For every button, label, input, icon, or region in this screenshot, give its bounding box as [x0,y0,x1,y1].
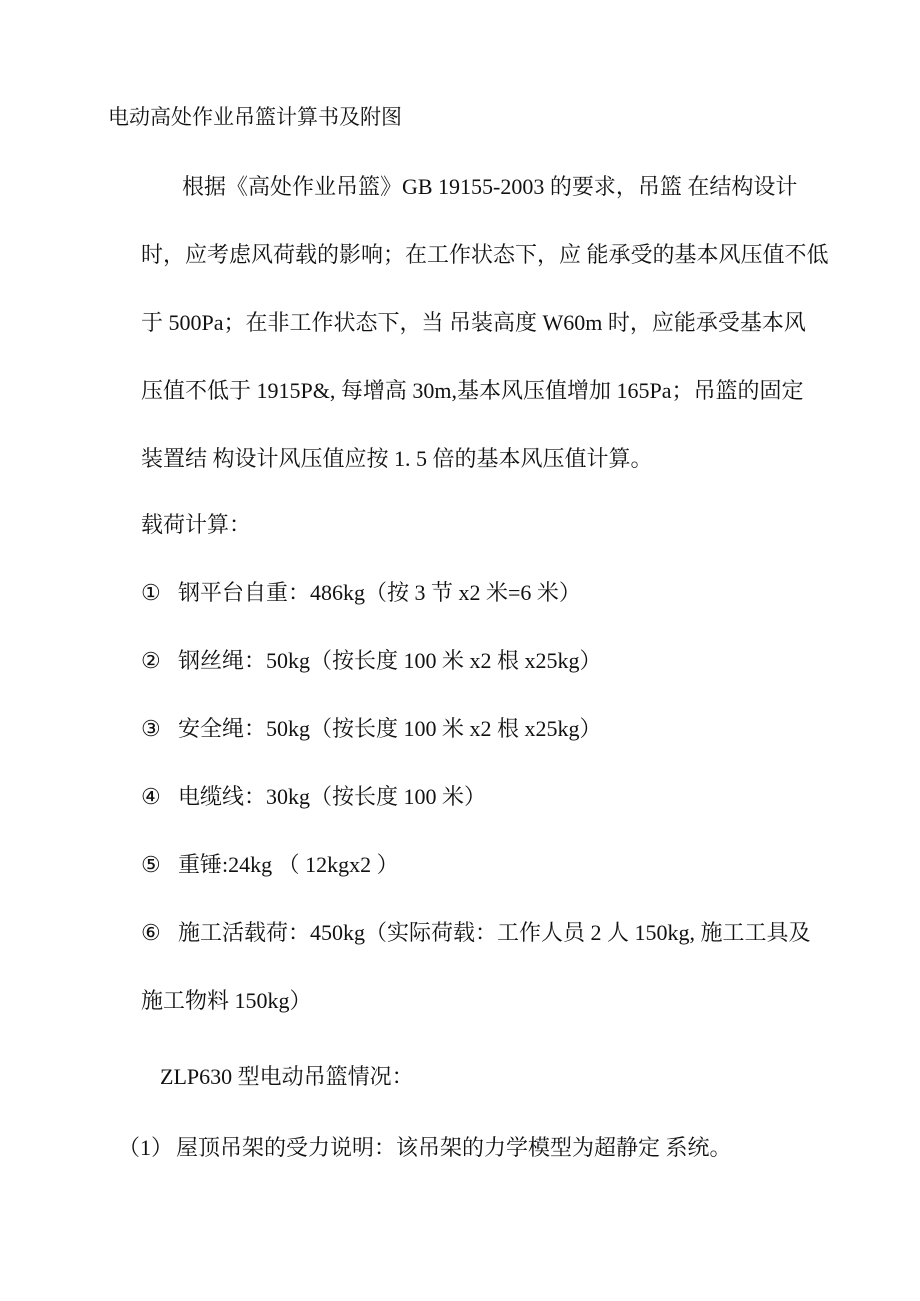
load-item-number: ② [141,648,161,673]
load-item-continuation: 施工物料 150kg） [141,988,312,1013]
load-item-text: 钢丝绳：50kg（按长度 100 米 x2 根 x25kg） [178,648,602,673]
step-item [118,1134,732,1162]
load-item [141,851,399,879]
load-item-text: 施工活载荷：450kg（实际荷载：工作人员 2 人 150kg, 施工工具及 [178,920,811,945]
load-item [141,783,486,811]
load-item [141,715,602,743]
load-item-number: ⑥ [141,920,161,945]
paragraph-line: 压值不低于 1915P&, 每增高 30m,基本风压值增加 165Pa；吊篮的固定 [141,378,804,403]
load-item-text: 重锤:24kg （ 12kgx2 ） [178,852,399,877]
model-heading: ZLP630 型电动吊篮情况： [160,1064,414,1089]
load-item [141,579,581,607]
load-item-number: ① [141,580,161,605]
load-calculation-heading: 载荷计算： [141,512,252,537]
load-item-number: ⑤ [141,852,161,877]
load-item-text: 钢平台自重：486kg（按 3 节 x2 米=6 米） [178,580,581,605]
load-item-text: 安全绳：50kg（按长度 100 米 x2 根 x25kg） [178,716,602,741]
step-text: 屋顶吊架的受力说明：该吊架的力学模型为超静定 系统。 [176,1135,732,1160]
load-item-text: 电缆线：30kg（按长度 100 米） [178,784,487,809]
paragraph-line: 于 500Pa；在非工作状态下，当 吊装高度 W60m 时，应能承受基本风 [141,310,806,335]
load-item [141,919,811,947]
step-number: （1） [118,1135,174,1160]
load-item-number: ④ [141,784,161,809]
load-item [141,647,602,675]
document-title: 电动高处作业吊篮计算书及附图 [108,105,402,129]
paragraph-line: 时，应考虑风荷载的影响；在工作状态下，应 能承受的基本风压值不低 [141,242,829,267]
paragraph-line: 根据《高处作业吊篮》GB 19155-2003 的要求，吊篮 在结构设计 [182,174,798,199]
paragraph-line: 装置结 构设计风压值应按 1. 5 倍的基本风压值计算。 [141,446,653,471]
load-item-number: ③ [141,716,161,741]
